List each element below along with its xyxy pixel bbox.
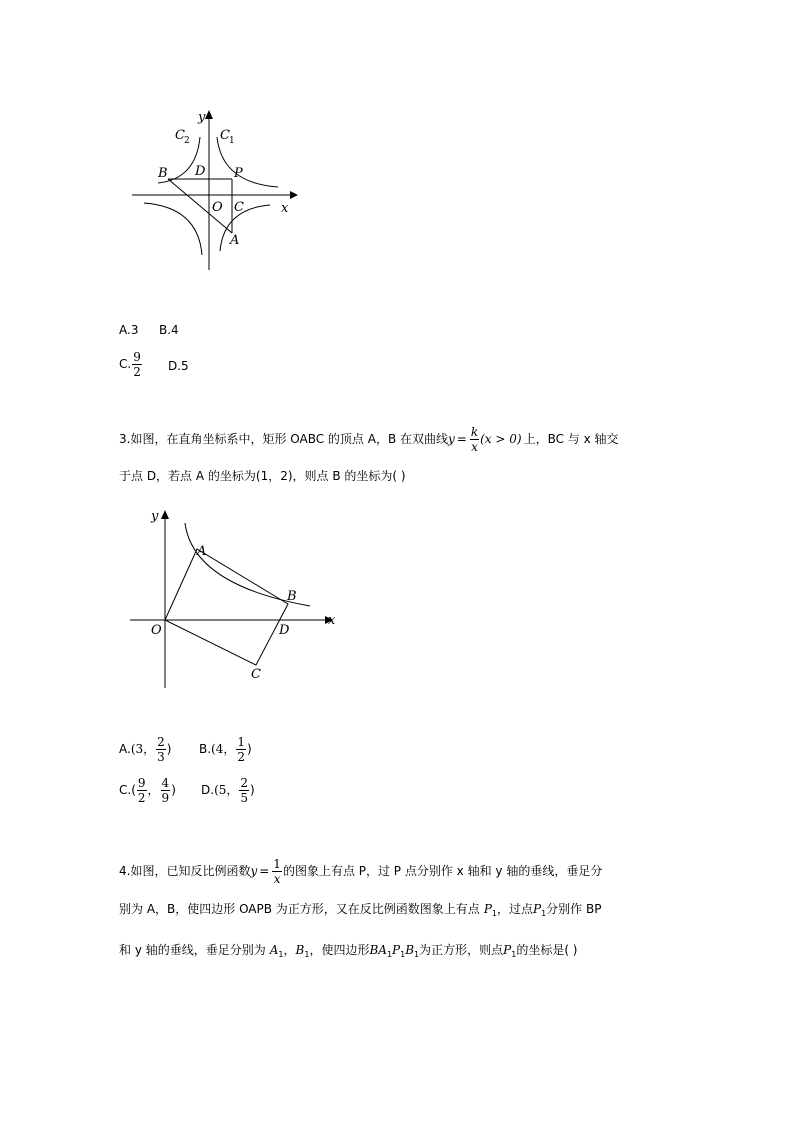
label-c: C bbox=[251, 667, 261, 682]
q3-option-c[interactable]: C.( $\frac{9}{2}$ ， $\frac{4}{9}$ ) bbox=[119, 776, 176, 805]
question-4-line-3: 和 y 轴的垂线，垂足分别为 $A_1$，$B_1$，使四边形$BA_1P_1B_1$为正方形，则点$P_1$的坐标是( ) bbox=[119, 943, 578, 959]
label-d: D bbox=[279, 623, 290, 638]
hyperbolas-svg bbox=[120, 105, 305, 275]
label-x: x bbox=[281, 201, 289, 216]
label-o: O bbox=[151, 623, 162, 638]
rectangle-svg bbox=[125, 505, 345, 690]
q3-func-cond: (x > 0) bbox=[480, 432, 522, 446]
figure-hyperbolas bbox=[120, 105, 305, 275]
label-c1: C bbox=[220, 128, 230, 143]
question-3-line-2: 于点 D，若点 A 的坐标为(1，2)，则点 B 的坐标为( ) bbox=[119, 469, 406, 483]
question-4-line-2: 别为 A，B，使四边形 OAPB 为正方形，又在反比例函数图象上有点 $P_1$，过点$P_1$分别作 BP bbox=[119, 902, 602, 918]
q3-option-a[interactable]: A.(3， $\frac{2}{3}$ ) bbox=[119, 735, 172, 764]
label-y: y bbox=[151, 509, 159, 524]
fraction-9-2: $\frac{9}{2}$ bbox=[137, 776, 146, 805]
label-x: x bbox=[328, 613, 336, 628]
fraction-1-2: $\frac{1}{2}$ bbox=[237, 735, 246, 764]
option-c-prefix: C. bbox=[119, 357, 132, 371]
y-axis-arrow bbox=[205, 110, 213, 119]
fraction-2-3: $\frac{2}{3}$ bbox=[157, 735, 165, 764]
label-c2-sub: 2 bbox=[184, 136, 190, 146]
option-b[interactable]: B.4 bbox=[159, 323, 179, 337]
label-c2: C bbox=[175, 128, 185, 143]
question-4-line-1: 4.如图，已知反比例函数y = $\frac{1}{x}$ 的图象上有点 P，过 P 点分别作 x 轴和 y 轴的垂线，垂足分 bbox=[119, 857, 603, 886]
label-o: O bbox=[212, 200, 223, 215]
curve-c1-lower bbox=[144, 203, 202, 255]
fraction-9-2: $\frac{9}{2}$ bbox=[133, 350, 141, 379]
q3-option-d[interactable]: D.(5， $\frac{2}{5}$ ) bbox=[201, 776, 255, 805]
rectangle-oabc bbox=[165, 549, 288, 665]
label-p: P bbox=[234, 166, 243, 181]
curve-c2-lower bbox=[220, 205, 270, 251]
fraction-k-x: $\frac{k}{x}$ bbox=[470, 425, 479, 454]
label-y: y bbox=[198, 110, 206, 125]
label-b: B bbox=[158, 166, 168, 181]
q3-option-b[interactable]: B.(4， $\frac{1}{2}$ ) bbox=[199, 735, 252, 764]
option-c[interactable] bbox=[119, 350, 143, 379]
y-axis-arrow bbox=[161, 510, 169, 519]
label-a: A bbox=[230, 233, 240, 248]
question-3-line-1 bbox=[119, 425, 619, 454]
option-a[interactable]: A.3 bbox=[119, 323, 139, 337]
label-c1-sub: 1 bbox=[229, 136, 235, 146]
q3-func-eq: = bbox=[456, 432, 467, 446]
x-axis-arrow bbox=[290, 191, 298, 199]
fraction-2-5: $\frac{2}{5}$ bbox=[240, 776, 249, 805]
label-c: C bbox=[234, 200, 244, 215]
label-b: B bbox=[287, 589, 297, 604]
q3-text-prefix: 3.如图，在直角坐标系中，矩形 OABC 的顶点 A，B 在双曲线 bbox=[119, 432, 448, 446]
label-d: D bbox=[195, 164, 206, 179]
fraction-1-x: $\frac{1}{x}$ bbox=[273, 857, 281, 886]
figure-rectangle bbox=[125, 505, 345, 690]
label-a: A bbox=[197, 544, 207, 559]
q3-func-y: y bbox=[448, 432, 455, 446]
fraction-4-9: $\frac{4}{9}$ bbox=[161, 776, 170, 805]
option-d[interactable]: D.5 bbox=[168, 359, 189, 373]
q3-text-suffix: 上，BC 与 x 轴交 bbox=[523, 432, 619, 446]
